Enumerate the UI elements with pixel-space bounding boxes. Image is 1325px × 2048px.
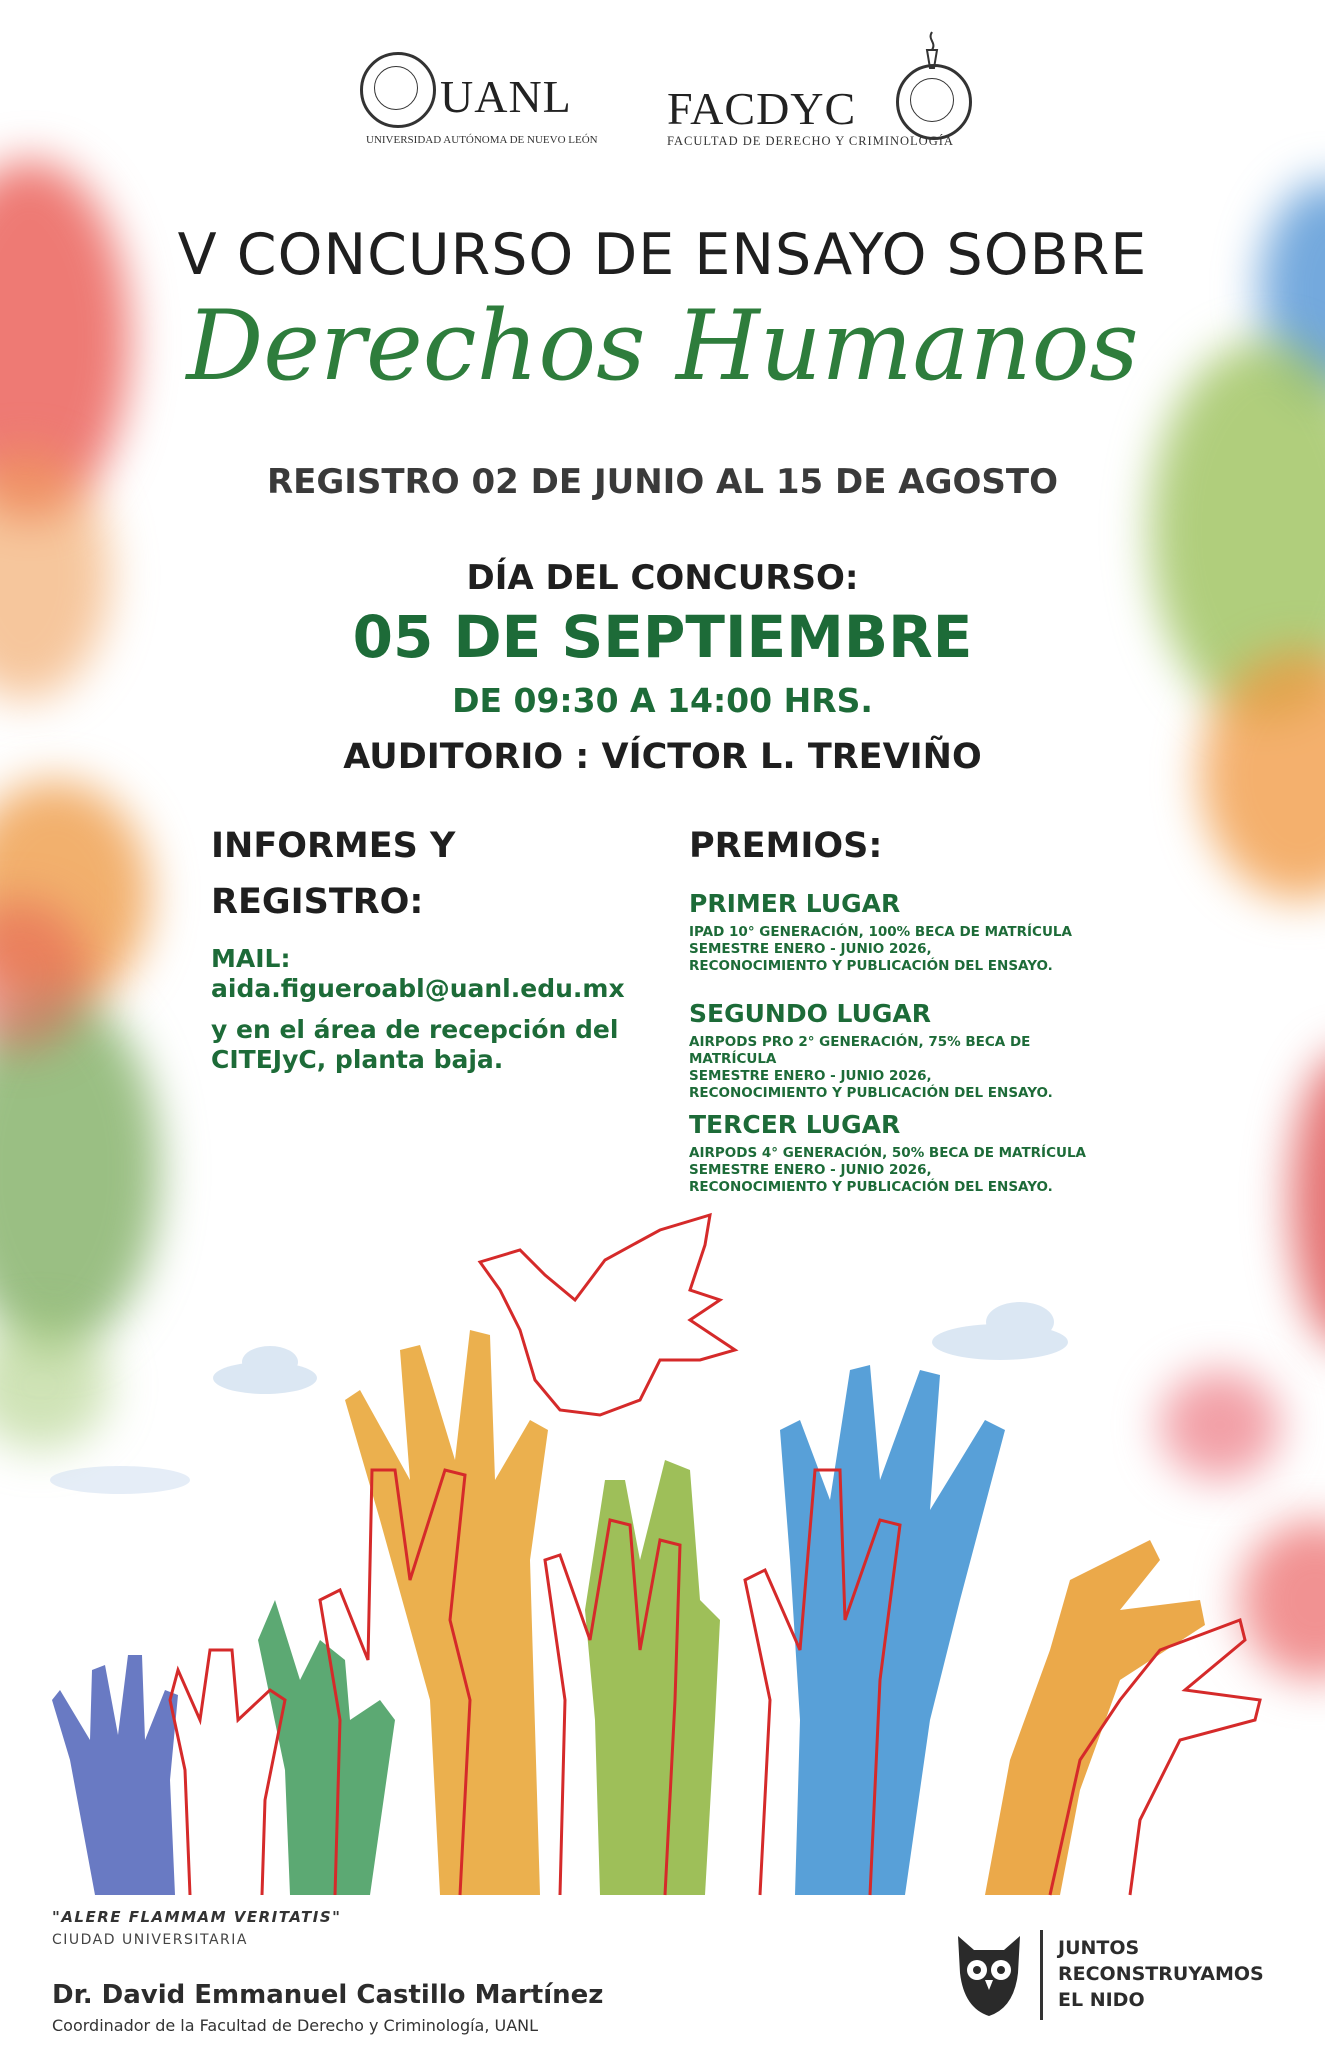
coordinator-name: Dr. David Emmanuel Castillo Martínez <box>52 1980 604 2010</box>
tagline-line1: JUNTOS <box>1058 1937 1140 1959</box>
prizes-heading: PREMIOS: <box>689 826 883 866</box>
footer-divider <box>1040 1930 1043 2020</box>
reception-note-line2: CITEJyC, planta baja. <box>211 1045 504 1074</box>
registration-period: REGISTRO 02 DE JUNIO AL 15 DE AGOSTO <box>266 462 1059 502</box>
blue-hand-tall <box>780 1365 1005 1895</box>
prize-third-description: AIRPODS 4° GENERACIÓN, 50% BECA DE MATRÍCULA SEMESTRE ENERO - JUNIO 2026, RECONOCIMIENTO Y PUBLICACIÓN DEL ENSAYO. <box>689 1145 1086 1195</box>
prize-second-description: AIRPODS PRO 2° GENERACIÓN, 75% BECA DE MATRÍCULA SEMESTRE ENERO - JUNIO 2026, RECONOCIMIENTO Y PUBLICACIÓN DEL ENSAYO. <box>689 1034 1053 1101</box>
contest-date: 05 DE SEPTIEMBRE <box>352 603 973 671</box>
tagline-line2: RECONSTRUYAMOS <box>1058 1963 1264 1985</box>
contest-venue: AUDITORIO : VÍCTOR L. TREVIÑO <box>343 737 982 777</box>
mail-address-link[interactable]: aida.figueroabl@uanl.edu.mx <box>211 974 625 1003</box>
facdyc-subtitle: FACULTAD DE DERECHO Y CRIMINOLOGÍA <box>667 134 954 148</box>
prize-third-title: TERCER LUGAR <box>689 1110 901 1139</box>
campus: CIUDAD UNIVERSITARIA <box>52 1932 248 1948</box>
cloud-bottom-left <box>50 1466 190 1494</box>
cloud-left-top <box>242 1346 298 1378</box>
contest-title: V CONCURSO DE ENSAYO SOBRE <box>177 222 1148 288</box>
coordinator-role: Coordinador de la Facultad de Derecho y Criminología, UANL <box>52 2016 539 2035</box>
orange-hand-right <box>985 1540 1205 1895</box>
prize-second-title: SEGUNDO LUGAR <box>689 999 931 1028</box>
prize-first-title: PRIMER LUGAR <box>689 889 901 918</box>
blue-hand-left <box>52 1655 178 1895</box>
motto: "ALERE FLAMMAM VERITATIS" <box>52 1908 342 1926</box>
prize-first-description: IPAD 10° GENERACIÓN, 100% BECA DE MATRÍCULA SEMESTRE ENERO - JUNIO 2026, RECONOCIMIENTO Y PUBLICACIÓN DEL ENSAYO. <box>689 924 1072 974</box>
dove-icon <box>480 1215 735 1415</box>
campaign-tagline <box>1058 1935 1264 2013</box>
tagline-line3: EL NIDO <box>1058 1989 1145 2011</box>
mail-label: MAIL: <box>211 944 291 973</box>
contest-time: DE 09:30 A 14:00 HRS. <box>452 681 873 720</box>
info-heading-line2: REGISTRO: <box>211 882 424 922</box>
olive-hand <box>585 1460 720 1895</box>
cloud-right-top <box>986 1302 1054 1342</box>
owl-icon <box>952 1928 1026 2018</box>
facdyc-wordmark: FACDYC <box>667 83 857 134</box>
uanl-wordmark: UANL <box>440 71 572 122</box>
contest-subject: Derechos Humanos <box>186 290 1139 402</box>
contest-day-label: DÍA DEL CONCURSO: <box>466 558 859 598</box>
info-heading-line1: INFORMES Y <box>211 826 456 866</box>
uanl-subtitle: UNIVERSIDAD AUTÓNOMA DE NUEVO LEÓN <box>366 134 598 146</box>
reception-note-line1: y en el área de recepción del <box>211 1015 619 1044</box>
